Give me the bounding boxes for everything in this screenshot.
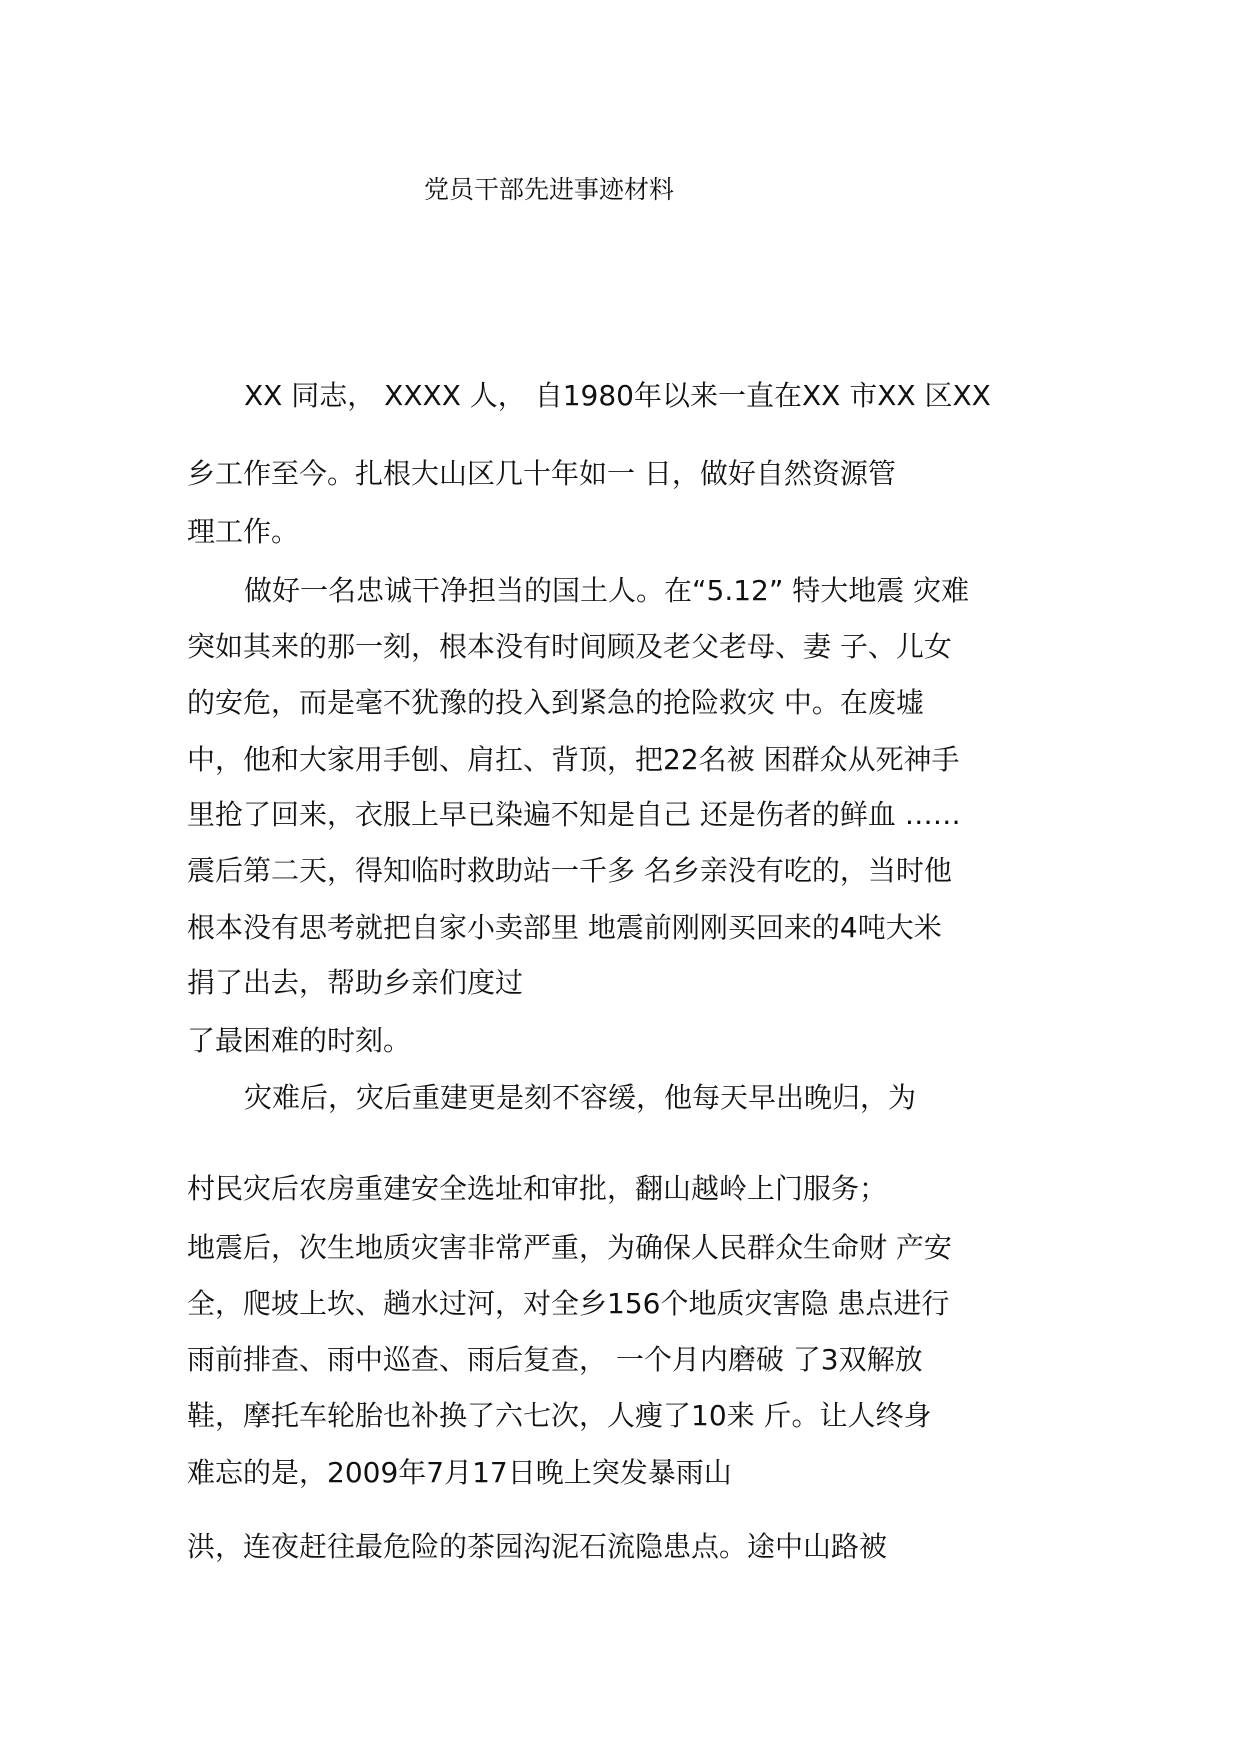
paragraph-line-11: 捐了出去，帮助乡亲们度过	[187, 966, 524, 999]
paragraph-line-12: 了最困难的时刻。	[187, 1024, 412, 1057]
paragraph-line-14: 村民灾后农房重建安全选址和审批，翻山越岭上门服务；	[187, 1172, 888, 1205]
paragraph-line-16: 全，爬坡上坎、趟水过河，对全乡156个地质灾害隐 患点进行	[187, 1287, 950, 1320]
paragraph-line-19: 难忘的是，2009年7月17日晚上突发暴雨山	[187, 1456, 732, 1489]
paragraph-line-9: 震后第二天，得知临时救助站一千多 名乡亲没有吃的，当时他	[187, 854, 952, 887]
document-title: 党员干部先进事迹材料	[424, 175, 675, 204]
paragraph-line-3: 理工作。	[187, 515, 300, 548]
paragraph-line-13: 灾难后，灾后重建更是刻不容缓，他每天早出晚归，为	[244, 1081, 917, 1114]
paragraph-line-7: 中，他和大家用手刨、肩扛、背顶，把22名被 困群众从死神手	[187, 743, 960, 776]
paragraph-line-8: 里抢了回来，衣服上早已染遍不知是自己 还是伤者的鲜血 ……	[187, 798, 961, 831]
paragraph-line-1: XX 同志， XXXX 人， 自1980年以来一直在XX 市XX 区XX	[244, 379, 991, 412]
paragraph-line-10: 根本没有思考就把自家小卖部里 地震前刚刚买回来的4吨大米	[187, 911, 942, 944]
paragraph-line-5: 突如其来的那一刻，根本没有时间顾及老父老母、妻 子、儿女	[187, 630, 952, 663]
paragraph-line-17: 雨前排查、雨中巡查、雨后复查， 一个月内磨破 了3双解放	[187, 1343, 923, 1376]
paragraph-line-4: 做好一名忠诚干净担当的国土人。在“5.12” 特大地震 灾难	[244, 574, 970, 607]
paragraph-line-2: 乡工作至今。扎根大山区几十年如一 日，做好自然资源管	[187, 457, 896, 490]
paragraph-line-20: 洪，连夜赶往最危险的茶园沟泥石流隐患点。途中山路被	[187, 1530, 888, 1563]
paragraph-line-6: 的安危，而是毫不犹豫的投入到紧急的抢险救灾 中。在废墟	[187, 686, 924, 719]
paragraph-line-15: 地震后，次生地质灾害非常严重，为确保人民群众生命财 产安	[187, 1231, 952, 1264]
paragraph-line-18: 鞋，摩托车轮胎也补换了六七次，人瘦了10来 斤。让人终身	[187, 1399, 932, 1432]
